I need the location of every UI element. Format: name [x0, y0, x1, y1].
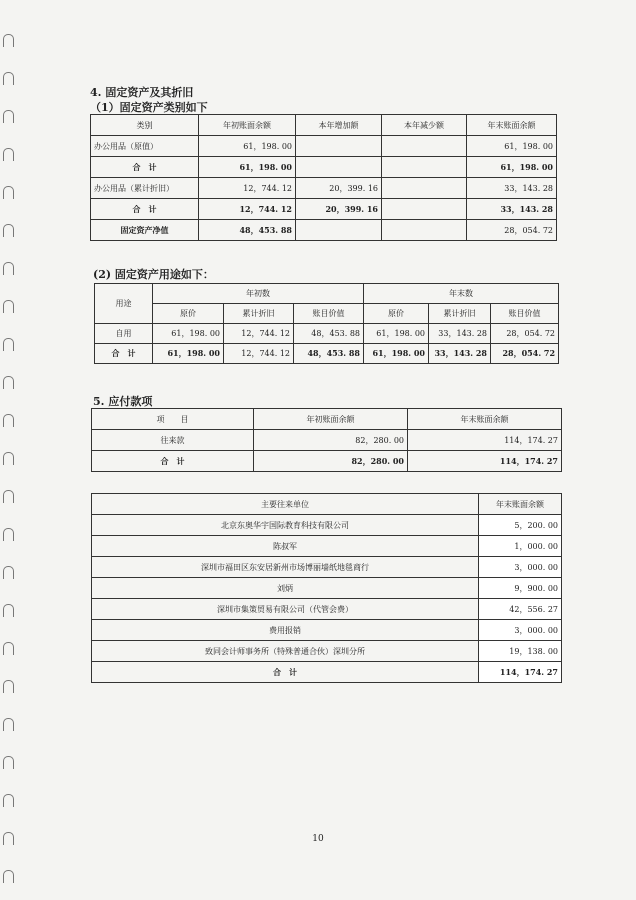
- binder-ring: [2, 490, 14, 504]
- table-total-row: [92, 451, 562, 472]
- binder-ring: [2, 718, 14, 732]
- cell: 114，174. 27: [479, 662, 562, 683]
- binder-ring: [2, 186, 14, 200]
- header-cell: 年末账面余额: [408, 409, 562, 430]
- section5-title: 5. 应付款项: [93, 395, 153, 408]
- cell: 1，000. 00: [479, 536, 562, 557]
- cell: 自用: [95, 324, 153, 344]
- cell: 12，744. 12: [224, 324, 294, 344]
- cell: 28，054. 72: [491, 344, 559, 364]
- table-row: [91, 136, 557, 157]
- binder-ring: [2, 34, 14, 48]
- cell: 合 计: [95, 344, 153, 364]
- header-cell: 年末账面余额: [467, 115, 557, 136]
- binder-ring: [2, 452, 14, 466]
- cell: [382, 157, 467, 178]
- binder-ring: [2, 224, 14, 238]
- cell: 61，198. 00: [467, 157, 557, 178]
- table-row: [92, 430, 562, 451]
- fixed-asset-category-table: [90, 114, 557, 241]
- binder-ring: [2, 414, 14, 428]
- cell: 33，143. 28: [429, 344, 491, 364]
- binder-ring: [2, 72, 14, 86]
- cell: 20，399. 16: [296, 178, 382, 199]
- header-cell: 账目价值: [491, 304, 559, 324]
- header-cell: 年初账面余额: [199, 115, 296, 136]
- cell: 48，453. 88: [294, 344, 364, 364]
- cell: 3，000. 00: [479, 620, 562, 641]
- binder-ring: [2, 756, 14, 770]
- cell: [382, 178, 467, 199]
- cell: 114，174. 27: [408, 430, 562, 451]
- cell: 28，054. 72: [467, 220, 557, 241]
- header-cell: 类别: [91, 115, 199, 136]
- cell: 深圳市集策贸易有限公司（代管会费）: [92, 599, 479, 620]
- cell: 致同会计师事务所（特殊普通合伙）深圳分所: [92, 641, 479, 662]
- binder-ring: [2, 262, 14, 276]
- section4-title: 4. 固定资产及其折旧: [90, 86, 194, 99]
- table-row: [92, 620, 562, 641]
- cell: 61，198. 00: [467, 136, 557, 157]
- table-row: [92, 536, 562, 557]
- table-row: [91, 178, 557, 199]
- cell: 合 计: [91, 157, 199, 178]
- cell: 20，399. 16: [296, 199, 382, 220]
- cell: 61，198. 00: [153, 324, 224, 344]
- cell: 28，054. 72: [491, 324, 559, 344]
- binder-ring: [2, 604, 14, 618]
- table-header-row: [92, 494, 562, 515]
- cell: 61，198. 00: [199, 136, 296, 157]
- cell: 12，744. 12: [199, 199, 296, 220]
- header-cell: 年初账面余额: [254, 409, 408, 430]
- cell: 61，198. 00: [364, 324, 429, 344]
- cell: [296, 220, 382, 241]
- cell: 82，280. 00: [254, 451, 408, 472]
- cell: [296, 136, 382, 157]
- binder-ring: [2, 642, 14, 656]
- cell: [382, 199, 467, 220]
- header-cell: 原价: [364, 304, 429, 324]
- cell: 固定资产净值: [91, 220, 199, 241]
- table-row: [92, 578, 562, 599]
- table-header-row: [91, 115, 557, 136]
- cell: 12，744. 12: [224, 344, 294, 364]
- cell: 陈叔军: [92, 536, 479, 557]
- binder-ring: [2, 794, 14, 808]
- cell: 刘炳: [92, 578, 479, 599]
- fixed-asset-usage-table: [94, 283, 559, 364]
- cell: 12，744. 12: [199, 178, 296, 199]
- table-row: [92, 515, 562, 536]
- cell: 48，453. 88: [294, 324, 364, 344]
- page-number: 10: [312, 834, 324, 844]
- cell: 北京东奥华宇国际教育科技有限公司: [92, 515, 479, 536]
- cell: 办公用品（原值）: [91, 136, 199, 157]
- cell: 合 计: [92, 451, 254, 472]
- cell: 往来款: [92, 430, 254, 451]
- header-cell: 账目价值: [294, 304, 364, 324]
- table-row: [92, 557, 562, 578]
- cell: 114，174. 27: [408, 451, 562, 472]
- header-cell: 年初数: [153, 284, 364, 304]
- cell: 合 计: [92, 662, 479, 683]
- cell: 19，138. 00: [479, 641, 562, 662]
- table-header-row: [92, 409, 562, 430]
- header-cell: 累计折旧: [224, 304, 294, 324]
- cell: 9，900. 00: [479, 578, 562, 599]
- table-header-row: [95, 284, 559, 304]
- header-cell: 用途: [95, 284, 153, 324]
- cell: 48，453. 88: [199, 220, 296, 241]
- table-row: [92, 641, 562, 662]
- cell: 33，143. 28: [467, 199, 557, 220]
- header-cell: 年末数: [364, 284, 559, 304]
- header-cell: 项 目: [92, 409, 254, 430]
- table-total-row: [91, 199, 557, 220]
- header-cell: 累计折旧: [429, 304, 491, 324]
- header-cell: 年末账面余额: [479, 494, 562, 515]
- cell: 合 计: [91, 199, 199, 220]
- binder-ring: [2, 338, 14, 352]
- binder-ring: [2, 148, 14, 162]
- cell: 3，000. 00: [479, 557, 562, 578]
- cell: 费用报销: [92, 620, 479, 641]
- cell: 33，143. 28: [429, 324, 491, 344]
- cell: [296, 157, 382, 178]
- header-cell: 原价: [153, 304, 224, 324]
- cell: 61，198. 00: [364, 344, 429, 364]
- binder-ring: [2, 300, 14, 314]
- binder-ring: [2, 376, 14, 390]
- header-cell: 本年增加额: [296, 115, 382, 136]
- cell: [382, 220, 467, 241]
- table-total-row: [95, 344, 559, 364]
- table-header-row: [95, 304, 559, 324]
- binder-ring: [2, 528, 14, 542]
- cell: [382, 136, 467, 157]
- cell: 42，556. 27: [479, 599, 562, 620]
- header-cell: 主要往来单位: [92, 494, 479, 515]
- payables-table: [91, 408, 562, 472]
- cell: 61，198. 00: [153, 344, 224, 364]
- main-counterparties-table: [91, 493, 562, 683]
- binder-ring: [2, 110, 14, 124]
- binder-ring: [2, 566, 14, 580]
- cell: 82，280. 00: [254, 430, 408, 451]
- cell: 5，200. 00: [479, 515, 562, 536]
- table-total-row: [91, 157, 557, 178]
- binder-ring: [2, 680, 14, 694]
- cell: 61，198. 00: [199, 157, 296, 178]
- header-cell: 本年减少额: [382, 115, 467, 136]
- table-total-row: [91, 220, 557, 241]
- cell: 办公用品（累计折旧）: [91, 178, 199, 199]
- section4-sub1: （1）固定资产类别如下: [90, 101, 208, 114]
- table-row: [92, 599, 562, 620]
- binder-ring: [2, 870, 14, 884]
- section4-sub2: (2) 固定资产用途如下：: [93, 268, 214, 281]
- cell: 33，143. 28: [467, 178, 557, 199]
- cell: 深圳市福田区东安居新州市场博丽墙纸地毯商行: [92, 557, 479, 578]
- table-row: [95, 324, 559, 344]
- table-total-row: [92, 662, 562, 683]
